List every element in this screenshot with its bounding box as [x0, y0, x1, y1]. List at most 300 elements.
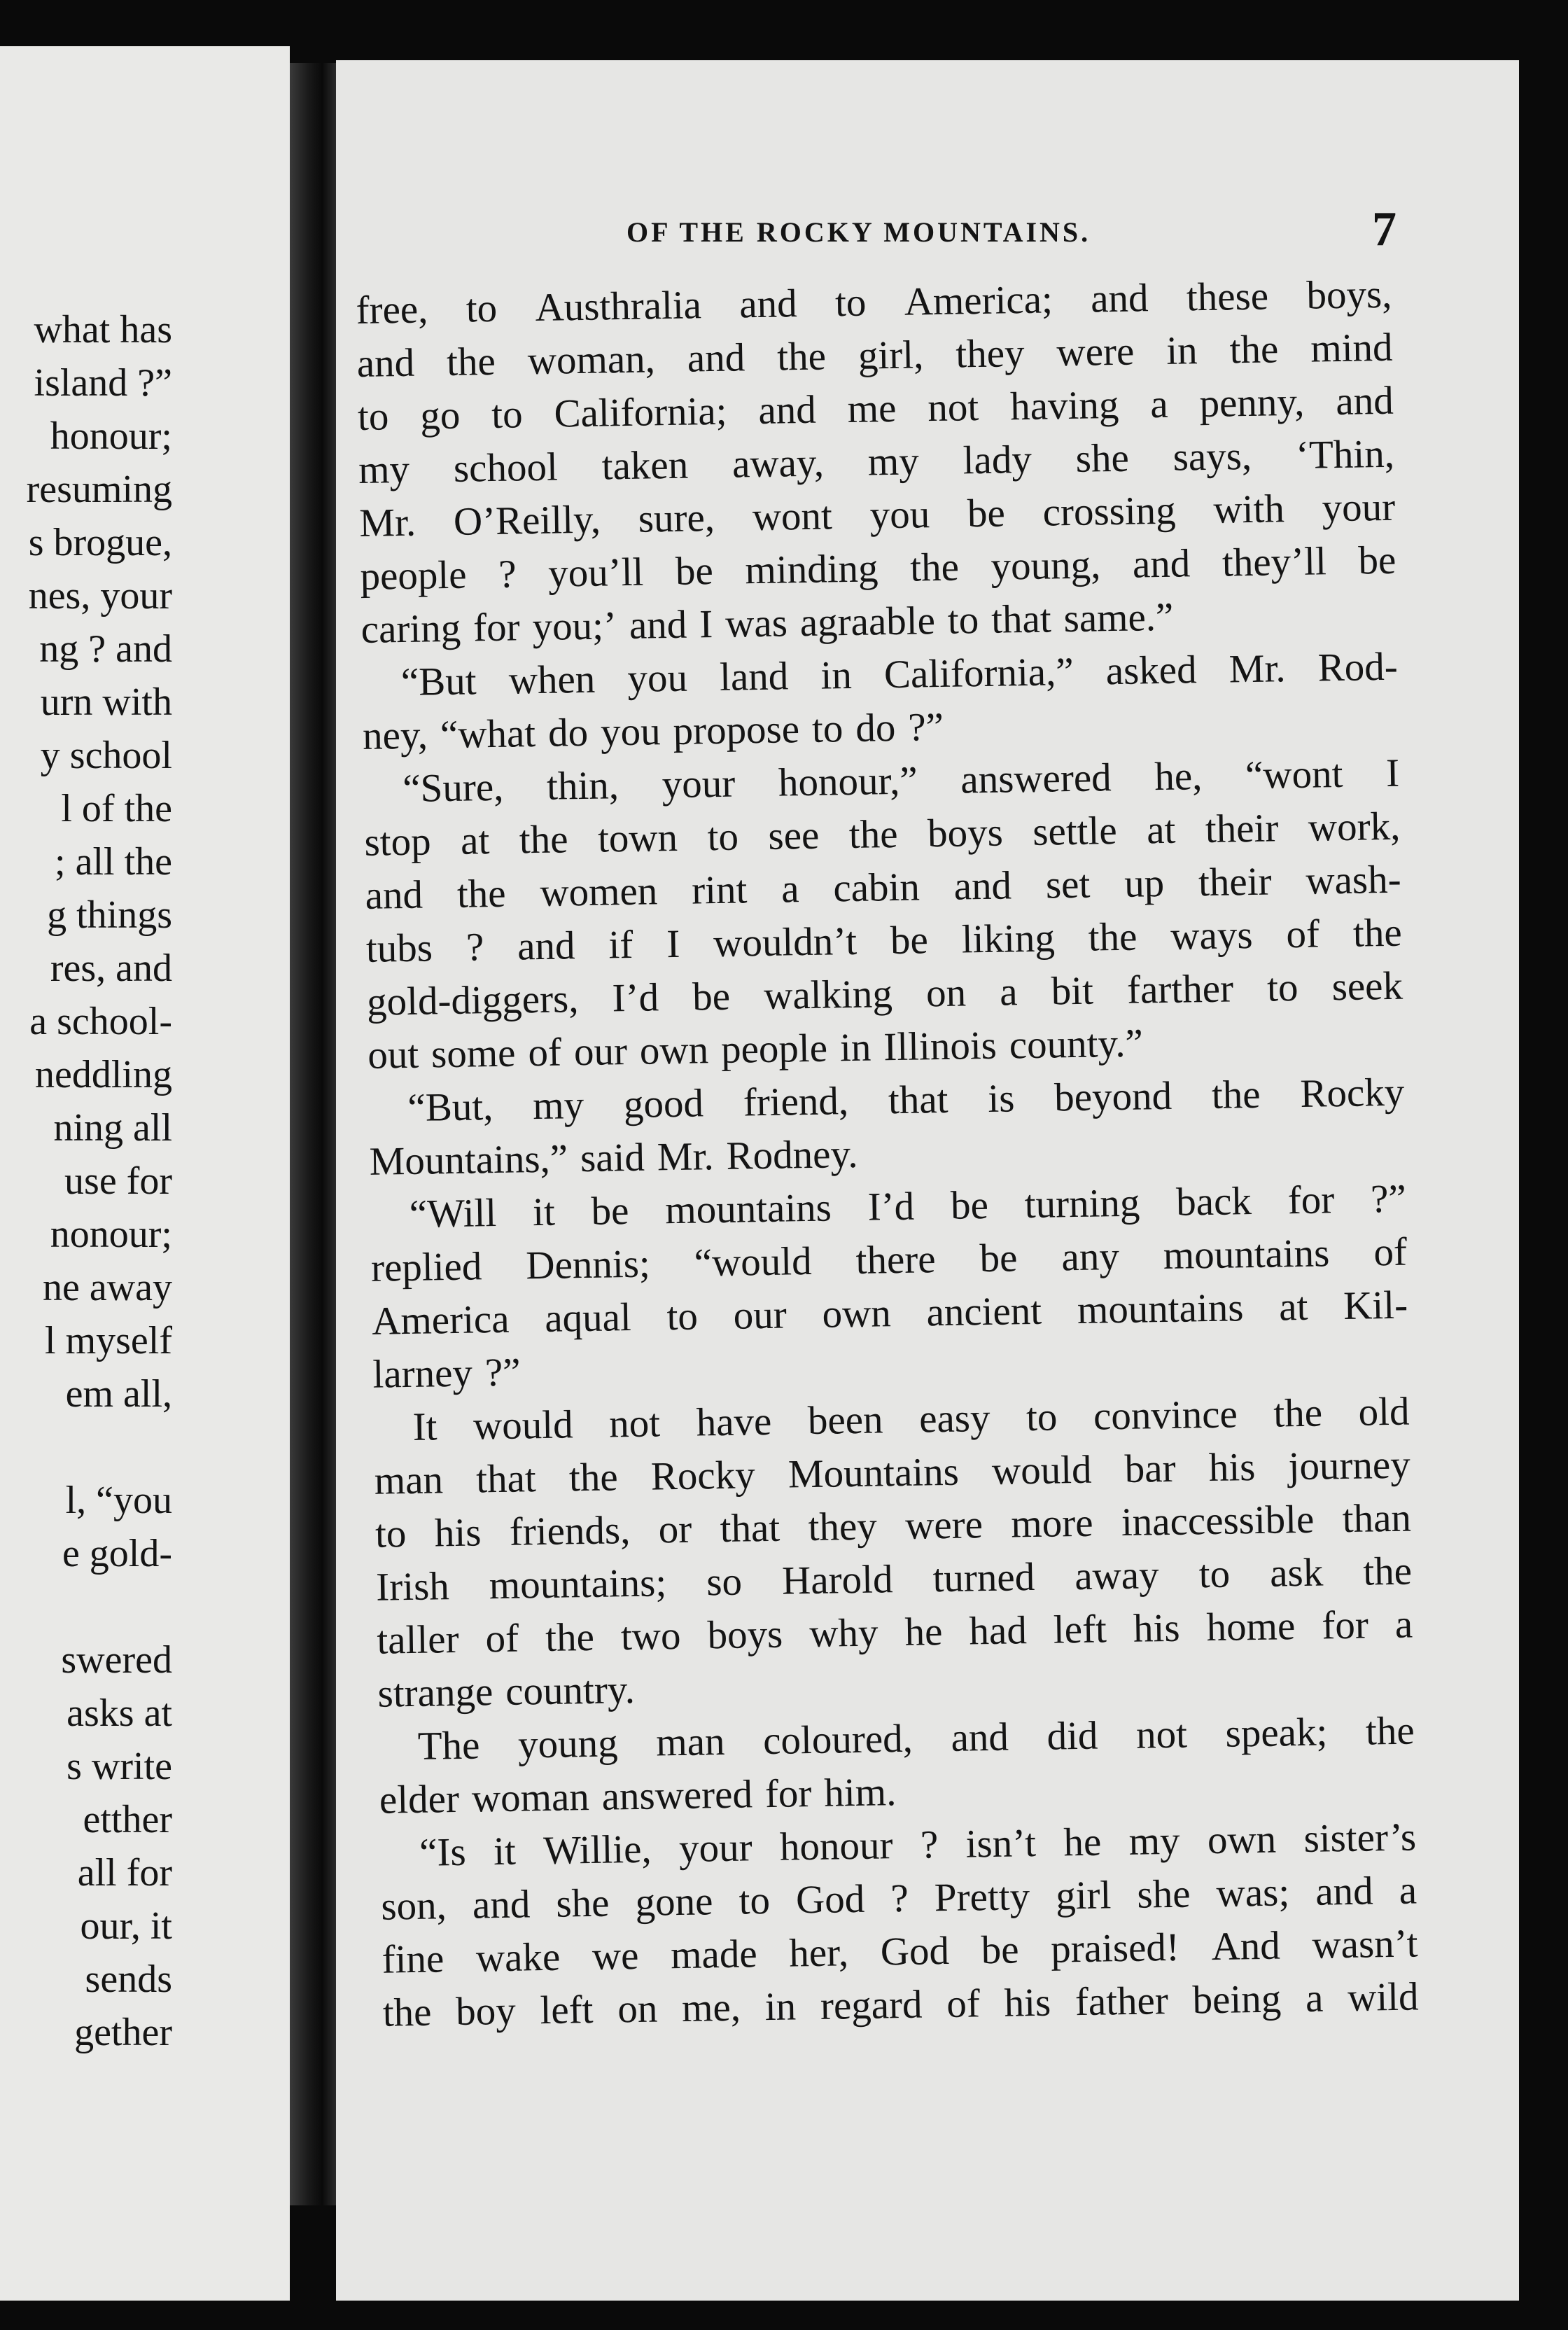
word: coloured, [762, 1716, 913, 1764]
word: good [623, 1081, 704, 1127]
word: away [1074, 1553, 1160, 1599]
word: land [719, 654, 789, 699]
word: “wont [1245, 751, 1343, 798]
word: to [1266, 965, 1298, 1010]
word: and [356, 340, 415, 386]
word: and [629, 602, 687, 648]
word: you;’ [532, 604, 617, 650]
word: Harold [781, 1557, 893, 1603]
word: a [1399, 1868, 1418, 1913]
word: and [1132, 541, 1191, 587]
word: his [1004, 1980, 1051, 2025]
word: honour,” [778, 758, 918, 805]
word: California,” [883, 649, 1074, 697]
word: inaccessible [1121, 1497, 1315, 1545]
word: bit [1051, 968, 1094, 1014]
left-page-line: ning all [53, 1106, 172, 1150]
word: he, [1154, 754, 1203, 800]
word: your [1322, 484, 1396, 531]
word: the [1229, 327, 1279, 372]
word: I [666, 921, 680, 967]
word: any [1060, 1234, 1120, 1280]
left-page-line: etther [83, 1798, 172, 1841]
word: the [446, 339, 496, 384]
word: turned [932, 1554, 1035, 1601]
left-page-line: l of the [61, 787, 172, 830]
word: the [1273, 1390, 1323, 1436]
word: her, [788, 1930, 849, 1976]
word: gold-diggers, [366, 977, 579, 1024]
left-page-line: our, it [80, 1904, 172, 1948]
word: people [360, 552, 467, 599]
body-text [356, 268, 1419, 2040]
word: ancient [926, 1288, 1042, 1335]
left-page-line: island ?” [34, 361, 172, 405]
word: being [1192, 1976, 1282, 2023]
word: own [822, 1291, 892, 1337]
word: and [687, 335, 746, 381]
word: your [678, 1825, 753, 1871]
word: man [374, 1458, 444, 1503]
word: convince [1093, 1392, 1238, 1439]
word: son, [380, 1883, 447, 1929]
word: of [1373, 1229, 1408, 1275]
word: you’ll [547, 550, 644, 596]
word: boys [927, 810, 1004, 856]
word: liking [961, 916, 1056, 962]
word: back [1175, 1179, 1252, 1225]
word: was [724, 601, 788, 646]
word: he [1063, 1820, 1102, 1865]
word: answered [601, 1772, 753, 1819]
word: taller [376, 1617, 460, 1663]
word: Mr. [358, 500, 416, 545]
word: the [1365, 1708, 1415, 1754]
word: farther [1126, 966, 1234, 1012]
word: of [527, 1030, 562, 1075]
word: they [955, 331, 1025, 377]
word: America; [904, 277, 1054, 324]
word: some [430, 1031, 516, 1077]
word: I [1385, 751, 1400, 795]
word: you [626, 655, 688, 701]
word: be [981, 1927, 1020, 1973]
word: not [1135, 1712, 1188, 1757]
word: beyond [1054, 1073, 1172, 1120]
word: women [539, 869, 658, 915]
word: Irish [375, 1564, 450, 1610]
word: and [757, 387, 817, 433]
word: the [909, 545, 960, 590]
left-page-line: ng ? and [39, 627, 172, 671]
left-page-line: e gold- [62, 1532, 172, 1575]
word: Pretty [934, 1874, 1030, 1920]
word: do [547, 710, 589, 755]
left-page-line: l, “you [65, 1479, 172, 1522]
word: free, [356, 287, 428, 333]
left-page [0, 46, 290, 2301]
word: for [1287, 1178, 1335, 1223]
word: your [662, 761, 736, 807]
word: would [991, 1447, 1092, 1493]
word: of [485, 1616, 519, 1661]
word: mountains [664, 1185, 832, 1233]
word: America [371, 1297, 510, 1344]
word: aqual [544, 1295, 632, 1341]
word: “But, [407, 1084, 493, 1130]
word: if [608, 922, 634, 968]
word: woman [471, 1775, 590, 1821]
word: to [947, 598, 979, 643]
word: the [519, 817, 568, 863]
word: gone [635, 1879, 713, 1925]
word: have [696, 1399, 772, 1445]
word: is [987, 1076, 1015, 1121]
word: honour [779, 1823, 893, 1869]
word: “But [400, 659, 477, 705]
word: do [855, 705, 896, 751]
word: to [1198, 1551, 1231, 1597]
word: taken [601, 442, 689, 489]
word: stop [364, 819, 432, 865]
word: California; [554, 389, 727, 436]
word: own [1207, 1817, 1277, 1863]
word: you [869, 492, 930, 538]
word: had [968, 1608, 1028, 1654]
word: away, [732, 440, 825, 487]
word: easy [918, 1395, 990, 1442]
word: wouldn’t [713, 919, 858, 966]
word: Mr. [657, 1134, 715, 1180]
word: journey [1288, 1442, 1411, 1489]
word: school [453, 445, 559, 491]
word: set [1045, 862, 1091, 907]
word: and [951, 1715, 1009, 1760]
word: mountains; [489, 1561, 667, 1608]
word: in [764, 1984, 797, 2030]
word: these [1186, 274, 1269, 320]
word: be [1357, 538, 1396, 583]
word: seek [1331, 963, 1404, 1010]
word: they’ll [1222, 539, 1327, 585]
word: replied [370, 1244, 482, 1290]
word: my [1128, 1818, 1181, 1864]
word: it [493, 1829, 517, 1874]
word: were [904, 1502, 983, 1548]
word: the [382, 1990, 432, 2035]
word: at [1146, 807, 1176, 853]
word: that [990, 597, 1052, 642]
word: out [367, 1032, 419, 1077]
word: to [738, 1878, 771, 1923]
word: to [465, 286, 498, 331]
word: agraable [799, 599, 936, 646]
word: “would [694, 1239, 813, 1285]
word: And [1211, 1923, 1281, 1969]
left-page-line: urn with [40, 681, 172, 724]
word: penny, [1199, 379, 1305, 426]
left-page-line: resuming [26, 468, 172, 511]
word: wont [752, 494, 833, 540]
left-page-line: y school [40, 734, 172, 777]
word: sure, [638, 495, 715, 541]
word: be [675, 549, 714, 594]
word: we [592, 1933, 639, 1979]
word: she [1075, 435, 1130, 481]
word: said [580, 1135, 645, 1181]
word: and [738, 281, 798, 327]
word: having [1009, 382, 1119, 429]
word: a [1305, 1976, 1324, 2021]
word: my [358, 447, 410, 492]
word: so [706, 1559, 743, 1605]
word: the [1211, 1072, 1261, 1117]
word: Dennis; [525, 1241, 651, 1288]
word: regard [820, 1982, 923, 2028]
word: a [999, 970, 1018, 1014]
word: speak; [1225, 1710, 1328, 1756]
word: I’d [612, 975, 659, 1021]
word: the [456, 871, 507, 916]
word: ? [498, 552, 517, 597]
word: mountains [1077, 1285, 1244, 1332]
word: I [699, 602, 713, 647]
word: to [811, 706, 844, 751]
word: for [472, 605, 521, 650]
word: of [1285, 912, 1320, 957]
word: see [768, 813, 820, 858]
word: be [890, 918, 929, 963]
word: Rodney. [726, 1131, 858, 1178]
running-head: OF THE ROCKY MOUNTAINS. [626, 216, 1091, 248]
word: wild [1347, 1974, 1419, 2021]
word: our [733, 1292, 788, 1338]
word: says, [1172, 433, 1252, 480]
word: be [591, 1189, 629, 1234]
word: ask [1269, 1550, 1324, 1596]
left-page-line: gether [74, 2011, 172, 2054]
word: Illinois [883, 1023, 997, 1070]
word: and [953, 863, 1012, 909]
word: girl [1055, 1873, 1112, 1918]
word: walking [763, 972, 893, 1018]
word: sister’s [1303, 1815, 1417, 1861]
word: their [1205, 806, 1279, 852]
word: minding [745, 546, 879, 593]
word: was; [1216, 1870, 1290, 1916]
word: bar [1124, 1446, 1177, 1491]
word: were [1056, 329, 1135, 375]
word: be [950, 1183, 989, 1228]
word: him. [823, 1770, 897, 1815]
word: home [1206, 1604, 1296, 1650]
word: in [1166, 328, 1198, 373]
word: she [1137, 1871, 1191, 1917]
word: and [1315, 1869, 1374, 1914]
word: his [434, 1510, 482, 1556]
left-page-line: sends [85, 1958, 172, 2001]
word: why [808, 1610, 878, 1656]
word: be [979, 1236, 1018, 1281]
word: Rod- [1317, 644, 1399, 690]
word: answered [960, 755, 1112, 802]
word: people [720, 1026, 828, 1072]
word: cabin [832, 865, 920, 911]
word: ‘Thin, [1295, 431, 1395, 477]
word: to [491, 392, 524, 437]
word: God [795, 1876, 865, 1923]
word: that [720, 1505, 780, 1551]
word: The [417, 1723, 480, 1769]
word: with [1212, 487, 1285, 532]
left-page-line: res, and [50, 947, 172, 990]
word: larney [372, 1351, 473, 1397]
word: up [1124, 860, 1165, 906]
word: and [472, 1882, 531, 1927]
word: same.” [1063, 594, 1174, 641]
word: she [555, 1881, 610, 1926]
word: ?” [484, 1350, 521, 1395]
book-gutter [290, 63, 336, 2205]
word: wasn’t [1311, 1921, 1418, 1967]
left-page-line: neddling [35, 1053, 172, 1096]
word: Mr. [1228, 646, 1287, 692]
word: it [532, 1190, 556, 1235]
word: the [776, 334, 827, 379]
word: a [1149, 382, 1169, 427]
word: to [834, 280, 867, 326]
word: ney, [362, 713, 428, 758]
word: boy [455, 1988, 517, 2035]
word: that [475, 1456, 537, 1502]
word: Rocky [650, 1453, 756, 1499]
word: to [666, 1294, 699, 1339]
word: boys, [1306, 272, 1392, 318]
word: the [1352, 910, 1403, 956]
left-page-line: asks at [66, 1691, 172, 1735]
word: that [888, 1077, 948, 1123]
word: to [357, 394, 389, 439]
word: of [946, 1981, 981, 2027]
word: not [927, 385, 979, 431]
left-page-line: ne away [42, 1266, 172, 1309]
word: on [617, 1986, 658, 2032]
word: lady [962, 437, 1032, 483]
word: ?” [1370, 1176, 1407, 1222]
word: not [608, 1401, 661, 1446]
word: Rocky [1299, 1070, 1405, 1116]
word: boys [707, 1612, 783, 1658]
word: Austhralia [535, 283, 702, 330]
word: I’d [867, 1184, 915, 1229]
word: to [1026, 1395, 1058, 1440]
word: go [419, 393, 461, 438]
word: Kil- [1343, 1283, 1408, 1329]
word: made [670, 1932, 758, 1978]
left-page-line: use for [64, 1159, 172, 1203]
word: rint [691, 867, 748, 913]
word: “Sure, [402, 765, 504, 811]
word: “Will [409, 1191, 497, 1236]
word: propose [673, 707, 800, 753]
word: been [807, 1397, 884, 1444]
word: county.” [1009, 1021, 1144, 1068]
word: our [573, 1029, 628, 1075]
word: girl, [858, 333, 924, 378]
word: old [1358, 1389, 1410, 1435]
word: friends, [509, 1508, 631, 1554]
left-page-line: a school- [29, 1000, 172, 1043]
word: wash- [1305, 857, 1402, 903]
word: It [412, 1404, 438, 1449]
word: tubs [365, 926, 433, 971]
word: for [764, 1771, 812, 1817]
left-page-line: ; all the [55, 840, 172, 884]
word: O’Reilly, [453, 497, 601, 544]
word: crossing [1042, 488, 1177, 535]
word: the [545, 1614, 595, 1660]
word: two [620, 1613, 681, 1659]
word: settle [1032, 809, 1118, 854]
word: friend, [743, 1079, 849, 1125]
word: mind [1310, 325, 1394, 371]
word: to [707, 814, 739, 860]
word: caring [360, 606, 461, 652]
word: praised! [1050, 1925, 1180, 1972]
word: father [1074, 1979, 1169, 2025]
word: they [808, 1504, 878, 1550]
word: at [1278, 1284, 1308, 1330]
word: and [365, 872, 424, 918]
left-page-line: g things [47, 893, 172, 937]
left-page-line: l myself [45, 1319, 172, 1362]
word: asked [1105, 648, 1198, 694]
word: fine [382, 1937, 444, 1982]
word: my [867, 439, 920, 484]
word: their [1198, 859, 1272, 905]
word: ?” [907, 704, 944, 750]
word: Mountains [788, 1449, 960, 1497]
word: more [1010, 1500, 1093, 1547]
word: ? [465, 925, 484, 970]
left-page-line: em all, [65, 1372, 172, 1416]
right-page [336, 60, 1519, 2301]
word: “what [440, 711, 536, 758]
word: the [1088, 914, 1138, 960]
word: his [1208, 1445, 1256, 1491]
word: own [639, 1028, 709, 1073]
word: Willie, [542, 1827, 652, 1874]
word: elder [379, 1776, 460, 1822]
word: ? [890, 1876, 909, 1921]
left-page-line: what has [34, 308, 172, 351]
word: than [1342, 1495, 1412, 1542]
word: strange [377, 1670, 493, 1716]
word: woman, [527, 337, 656, 384]
word: turning [1024, 1180, 1140, 1227]
word: man [655, 1719, 725, 1765]
word: be [692, 974, 731, 1019]
word: on [925, 970, 967, 1016]
word: Mountains,” [369, 1136, 568, 1184]
word: there [855, 1237, 937, 1283]
left-page-line: swered [61, 1638, 172, 1682]
word: in [839, 1025, 872, 1070]
left-page-line: nes, your [28, 574, 172, 618]
word: would [472, 1402, 574, 1449]
word: to [374, 1512, 407, 1556]
word: the [1362, 1549, 1413, 1594]
